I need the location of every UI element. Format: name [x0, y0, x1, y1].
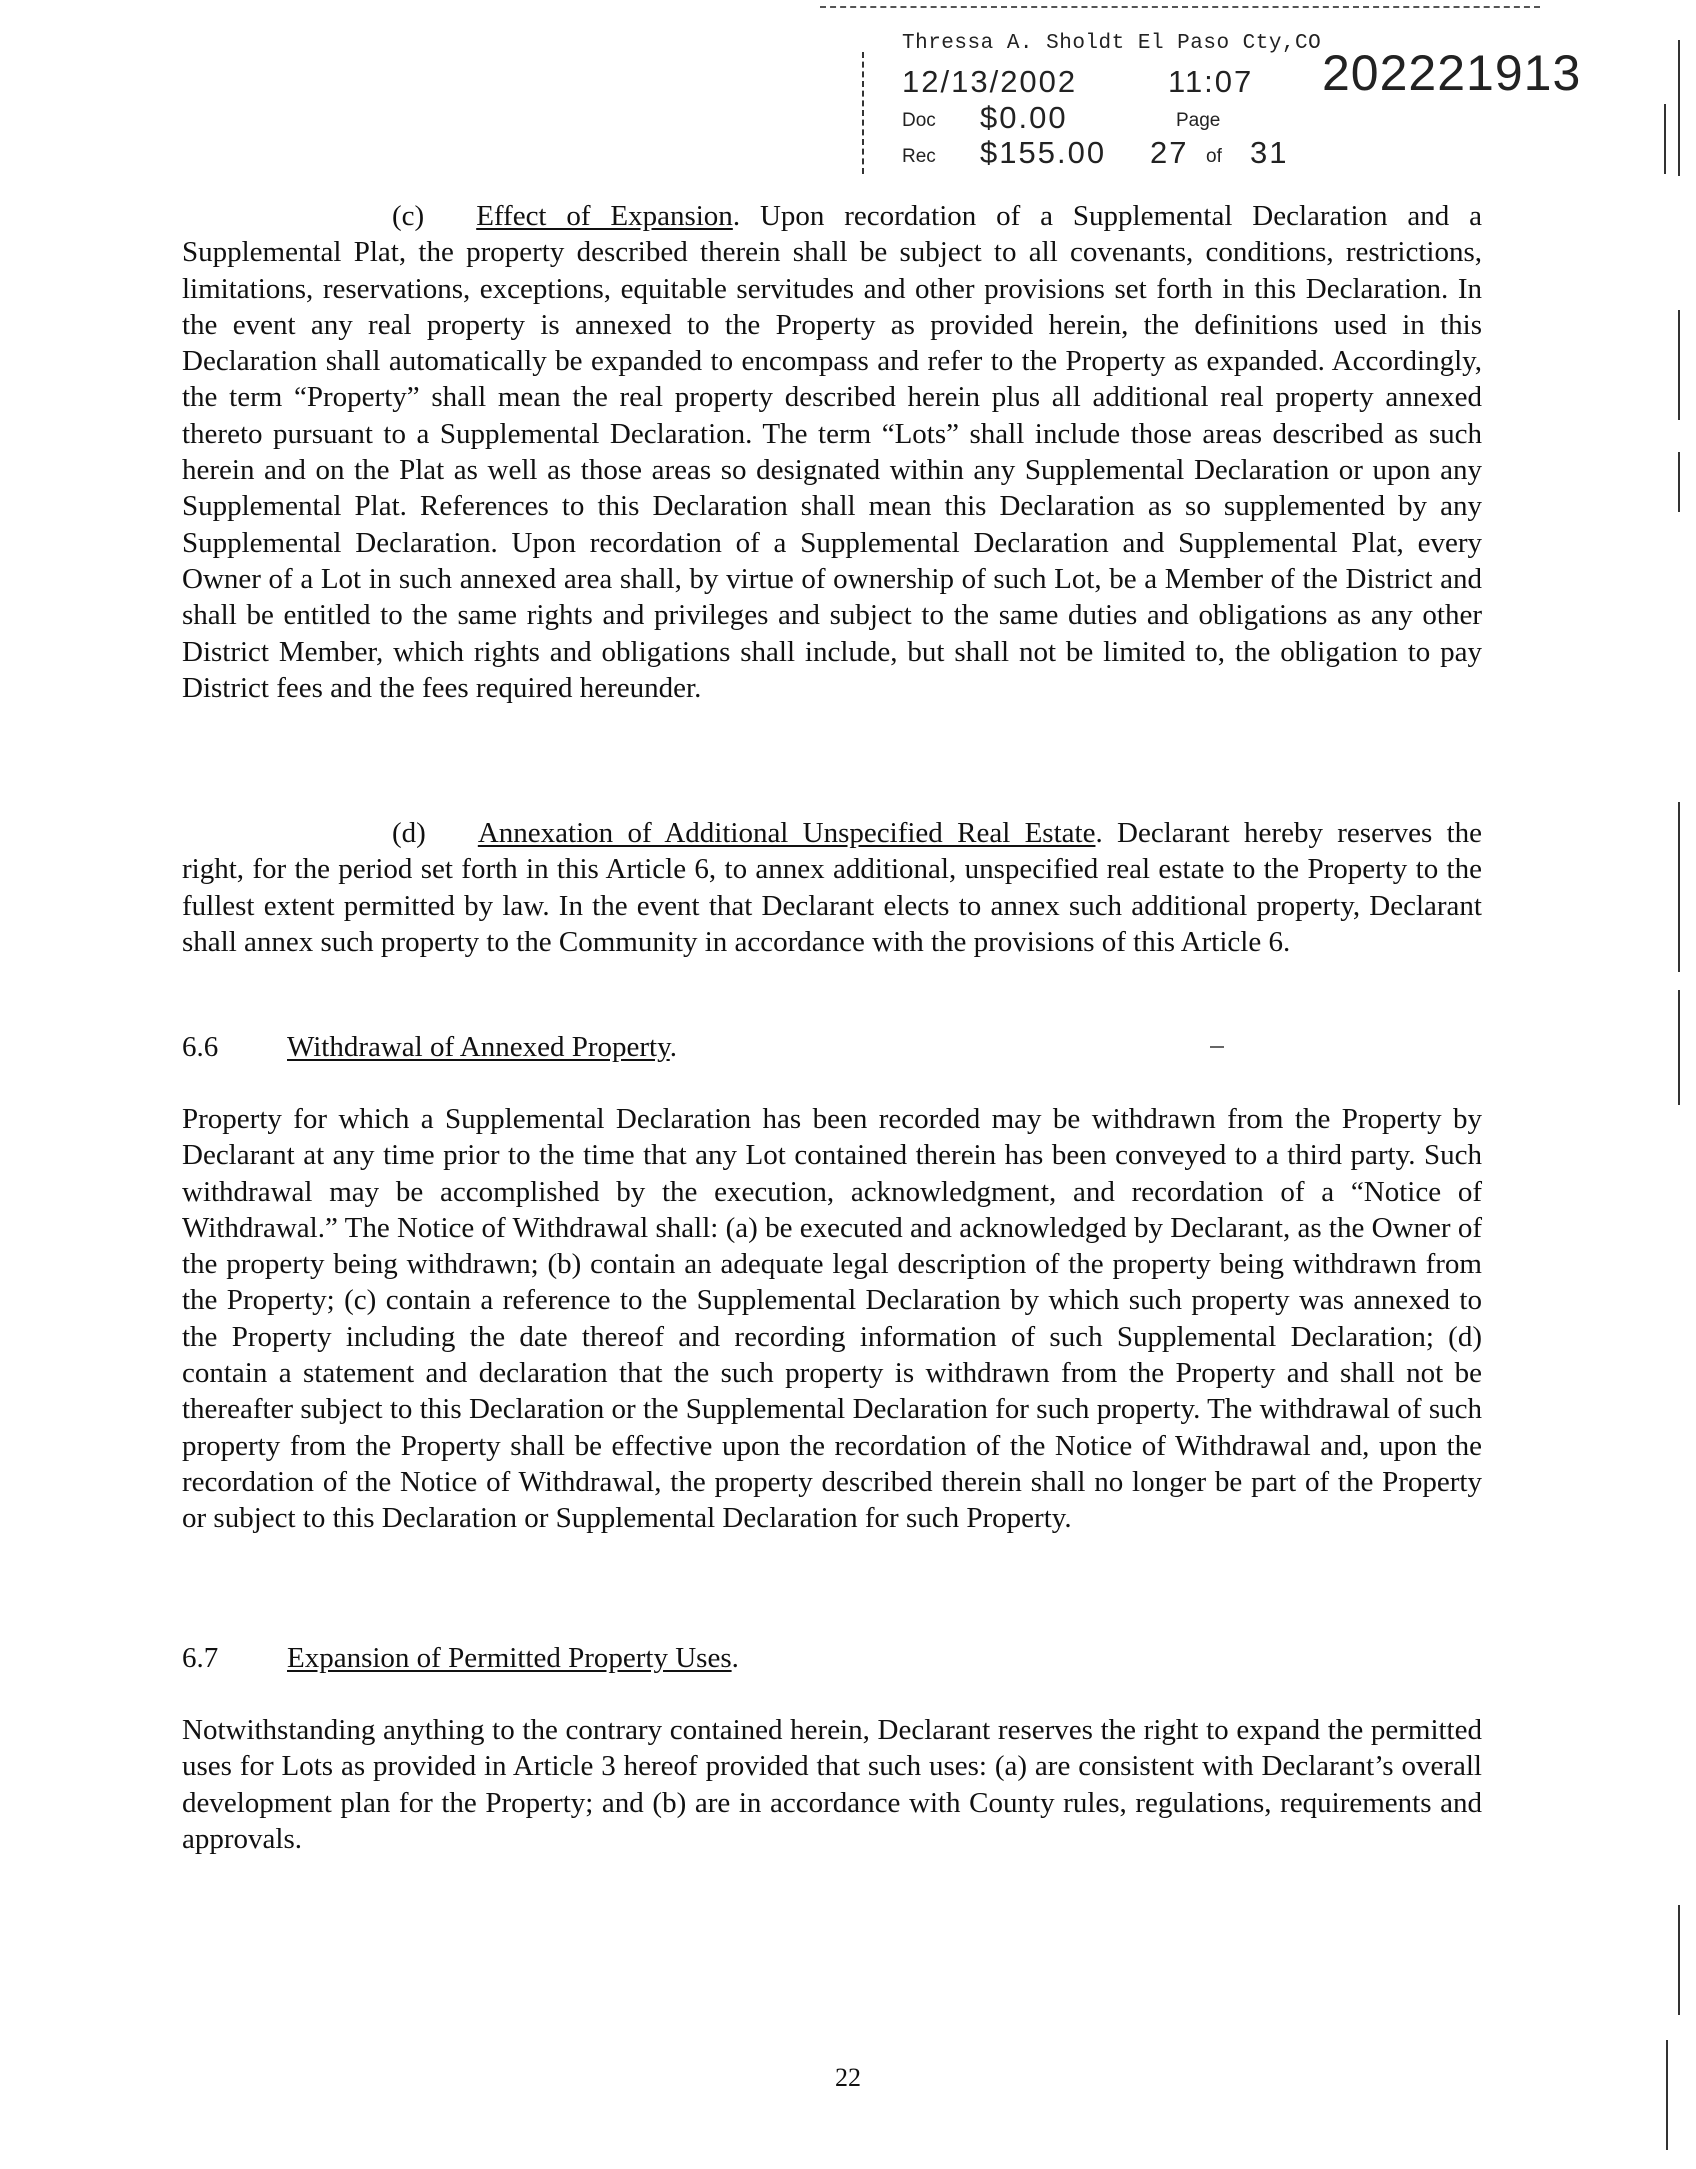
section-d-body: Declarant hereby reserves the right, for the period set forth in this Article 6, to annex additional, unspecified real estate to the Property to the fullest extent permitted by law. In the event that Declarant elects to annex such additional property, Declarant shall annex such property to the Community in accordance with the provisions of this Article 6. [182, 817, 1483, 958]
section-c-label: (c) [392, 200, 425, 232]
section-6-6-number: 6.6 [182, 1031, 219, 1063]
scan-mark-dash [1210, 1046, 1224, 1048]
stamp-doc-label: Doc [902, 110, 936, 131]
margin-mark [1678, 990, 1680, 1105]
margin-mark [1678, 452, 1680, 512]
stamp-doc-fee: $0.00 [980, 100, 1068, 135]
stamp-rec-fee: $155.00 [980, 135, 1107, 170]
stamp-clerk: Thressa A. Sholdt El Paso Cty,CO [902, 32, 1322, 55]
section-6-7-number: 6.7 [182, 1642, 219, 1674]
scan-artifact-top [820, 0, 1540, 8]
stamp-time: 11:07 [1168, 64, 1254, 99]
margin-mark [1678, 1905, 1680, 2015]
margin-mark [1678, 802, 1680, 972]
section-d-paragraph: (d) Annexation of Additional Unspecified Real Estate. Declarant hereby reserves the right, for the period set forth in this Article 6, to annex additional, unspecified real estate to the Property to the fullest extent permitted by law. In the event that Declarant elects to annex such additional property, Declarant shall annex such property to the Community in accordance with the provisions of this Article 6. [182, 817, 1483, 958]
margin-mark [1664, 104, 1666, 174]
section-c-title: Effect of Expansion [476, 200, 733, 232]
section-6-6-heading: 6.6 Withdrawal of Annexed Property. [182, 1031, 677, 1063]
page-number: 22 [835, 2063, 861, 2092]
stamp-page-total: 31 [1250, 135, 1289, 170]
stamp-reception-number: 202221913 [1322, 45, 1582, 101]
recording-stamp [862, 28, 1642, 178]
section-6-6-title: Withdrawal of Annexed Property [287, 1031, 670, 1063]
stamp-dashed-bar [862, 52, 864, 174]
section-6-7-paragraph: Notwithstanding anything to the contrary contained herein, Declarant reserves the right to expand the permitted uses for Lots as provided in Article 3 hereof provided that such uses: (a) are consistent with Declarant’s overall development plan for the Property; and (b) are in accordance with County rules, regulations, requirements and approvals. [182, 1714, 1482, 1855]
section-c-body: Upon recordation of a Supplemental Declaration and a Supplemental Plat, the property described therein shall be subject to all covenants, conditions, restrictions, limitations, reservations, exceptions, equitable servitudes and other provisions set forth in this Declaration. In the event any real property is annexed to the Property as provided herein, the definitions used in this Declaration shall automatically be expanded to encompass and refer to the Property as expanded. Accordingly, the term “Property” shall mean the real property described herein plus all additional real property annexed thereto pursuant to a Supplemental Declaration. The term “Lots” shall include those areas described as such herein and on the Plat as well as those areas so designated within any Supplemental Declaration or upon any Supplemental Plat. References to this Declaration shall mean this Declaration as so supplemented by any Supplemental Declaration. Upon recordation of a Supplemental Declaration and Supplemental Plat, every Owner of a Lot in such annexed area shall, by virtue of ownership of such Lot, be a Member of the District and shall be entitled to the same rights and privileges and subject to the same duties and obligations as any other District Member, which rights and obligations shall include, but shall not be limited to, the obligation to pay District fees and the fees required hereunder. [182, 200, 1482, 704]
section-c-paragraph: (c) Effect of Expansion. Upon recordation of a Supplemental Declaration and a Supplemental Plat, the property described therein shall be subject to all covenants, conditions, restrictions, limitations, reservations, exceptions, equitable servitudes and other provisions set forth in this Declaration. In the event any real property is annexed to the Property as provided herein, the definitions used in this Declaration shall automatically be expanded to encompass and refer to the Property as expanded. Accordingly, the term “Property” shall mean the real property described herein plus all additional real property annexed thereto pursuant to a Supplemental Declaration. The term “Lots” shall include those areas described as such herein and on the Plat as well as those areas so designated within any Supplemental Declaration or upon any Supplemental Plat. References to this Declaration shall mean this Declaration as so supplemented by any Supplemental Declaration. Upon recordation of a Supplemental Declaration and Supplemental Plat, every Owner of a Lot in such annexed area shall, by virtue of ownership of such Lot, be a Member of the District and shall be entitled to the same rights and privileges and subject to the same duties and obligations as any other District Member, which rights and obligations shall include, but shall not be limited to, the obligation to pay District fees and the fees required hereunder. [182, 200, 1482, 704]
section-6-6-paragraph: Property for which a Supplemental Declaration has been recorded may be withdrawn from the Property by Declarant at any time prior to the time that any Lot contained therein has been conveyed to a third party. Such withdrawal may be accomplished by the execution, acknowledgment, and recordation of a “Notice of Withdrawal.” The Notice of Withdrawal shall: (a) be executed and acknowledged by Declarant, as the Owner of the property being withdrawn; (b) contain an adequate legal description of the property being withdrawn from the Property; (c) contain a reference to the Supplemental Declaration by which such property was annexed to the Property including the date thereof and recording information of such Supplemental Declaration; (d) contain a statement and declaration that the such property is withdrawn from the Property and shall not be thereafter subject to this Declaration or the Supplemental Declaration for such property. The withdrawal of such property from the Property shall be effective upon the recordation of the Notice of Withdrawal and, upon the recordation of the Notice of Withdrawal, the property described therein shall no longer be part of the Property or subject to this Declaration or Supplemental Declaration for such Property. [182, 1103, 1482, 1535]
stamp-page-label: Page [1176, 110, 1221, 131]
section-6-7-title: Expansion of Permitted Property Uses [287, 1642, 732, 1674]
section-d-title: Annexation of Additional Unspecified Real Estate [477, 817, 1096, 849]
section-6-7-heading: 6.7 Expansion of Permitted Property Uses. [182, 1642, 739, 1674]
margin-mark [1666, 2040, 1668, 2150]
stamp-page-current: 27 [1150, 135, 1189, 170]
section-d-label: (d) [392, 817, 426, 849]
stamp-rec-label: Rec [902, 146, 936, 167]
margin-mark [1678, 40, 1680, 176]
stamp-date: 12/13/2002 [902, 64, 1078, 99]
margin-mark [1678, 310, 1680, 420]
stamp-page-of: of [1206, 146, 1222, 167]
